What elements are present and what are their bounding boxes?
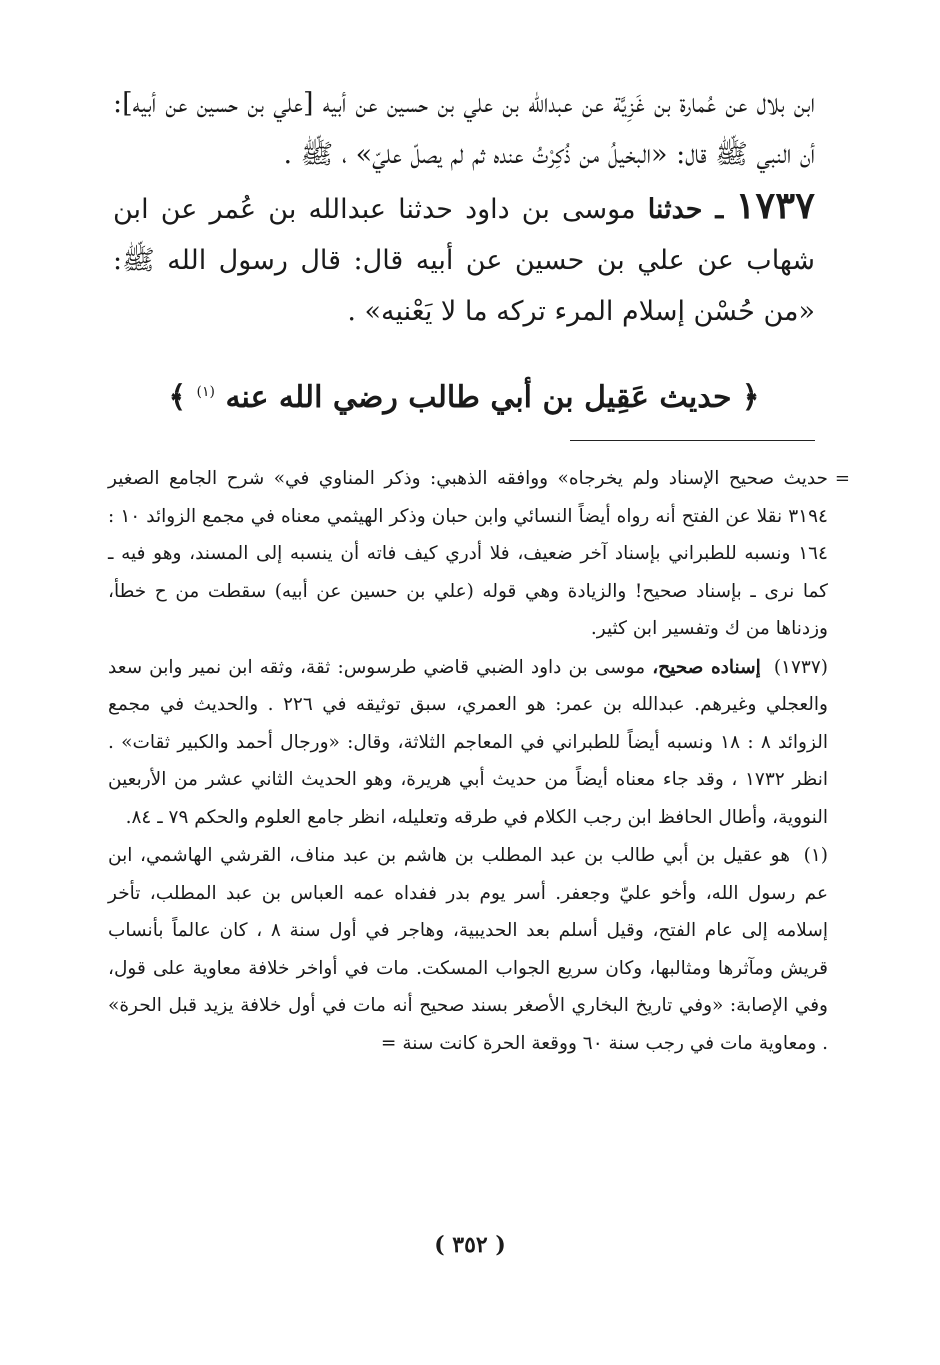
footnote-text: موسى بن داود الضبي قاضي طرسوس: ثقة، وثقه ابن نمير وابن سعد والعجلي وغيرهم. عبدالله بن عمر: هو العمري، سبق توثيقه في ٢٢٦ . والحديث في مجمع الزوائد ٨ : ١٨ ونسبه أيضاً للطبراني في المعاجم الثلاثة، وقال: «ورجال أحمد والكبير ثقات» . انظر ١٧٣٢ ، وقد جاء معناه أيضاً من حديث أبي هريرة، وهو الحديث الثاني عشر من الأربعين النووية، وأطال الحافظ ابن رجب الكلام في طرقه وتعليله، انظر جامع العلوم والحكم ٧٩ ـ ٨٤. [108, 656, 828, 828]
main-text [113, 78, 815, 337]
hadith-number: ١٧٣٧ [735, 183, 815, 227]
footnote-lead: إسناده صحيح، [652, 656, 761, 678]
footnote-continuation [108, 460, 850, 648]
paragraph-1: ابن بلال عن عُمارة بن غَزِيَّة عن عبدالله بن علي بن حسين عن أبيه [علي بن حسين عن أبيه]: أن النبي ﷺ قال: «البخيلُ من ذُكِرْتُ عنده ثم لم يصلّ عليّ» ، ﷺ . [113, 88, 815, 170]
heading-text: ﴿ حديث عَقِيل بن أبي طالب رضي الله عنه [225, 380, 760, 415]
continuation-end-mark: = [380, 1032, 397, 1054]
hadith-dash: ـ [702, 194, 724, 225]
footnote-divider [570, 440, 815, 441]
heading-close: ﴾ [168, 380, 187, 415]
footnote-label: (١) [803, 845, 828, 866]
hadith-lead-word: حدثنا [647, 194, 703, 225]
footnotes [108, 460, 850, 1063]
section-heading [113, 380, 815, 415]
page-number: ( ٣٥٢ ) [434, 1232, 506, 1258]
hadith-1737 [113, 180, 815, 337]
continuation-mark: = [834, 468, 850, 489]
footnote-1737 [108, 649, 828, 837]
footnote-text: هو عقيل بن أبي طالب بن عبد المطلب بن هاشم بن عبد مناف، القرشي الهاشمي، ابن عم رسول الله، وأخو عليّ وجعفر. أسر يوم بدر ففداه عمه العباس بن عبد المطلب، تأخر إسلامه إلى عام الفتح، وقيل أسلم بعد الحديبية، وهاجر في أول سنة ٨ ، كان عالماً بأنساب قريش ومآثرها ومثالبها، وكان سريع الجواب المسكت. مات في أواخر خلافة معاوية على قول، وفي الإصابة: «وفي تاريخ البخاري الأصغر بسند صحيح أنه مات في أول خلافة يزيد قبل الحرة» . ومعاوية مات في رجب سنة ٦٠ ووقعة الحرة كانت سنة [108, 845, 828, 1054]
footnote-text: حديث صحيح الإسناد ولم يخرجاه» ووافقه الذهبي: وذكر المناوي في» شرح الجامع الصغير ٣١٩٤ نقلا عن الفتح أنه رواه أيضاً النسائي وابن حبان وذكر الهيثمي معناه في مجمع الزوائد ١٠ : ١٦٤ ونسبه للطبراني بإسناد آخر ضعيف، فلا أدري كيف فاته أن ينسبه إلى المسند، وهو فيه ـ كما نرى ـ بإسناد صحيح! والزيادة وهي قوله (علي بن حسين عن أبيه) سقطت من ح خطأ، وزدناها من ك وتفسير ابن كثير. [108, 468, 828, 639]
heading-footnote-ref: (١) [196, 384, 215, 400]
footnote-1 [108, 837, 828, 1062]
hadith-text: موسى بن داود حدثنا عبدالله بن عُمر عن ابن شهاب عن علي بن حسين عن أبيه قال: قال رسول الله ﷺ: «من حُسْن إسلام المرء تركه ما لا يَعْنيه» . [113, 194, 815, 327]
footnote-label: (١٧٣٧) [773, 656, 828, 678]
